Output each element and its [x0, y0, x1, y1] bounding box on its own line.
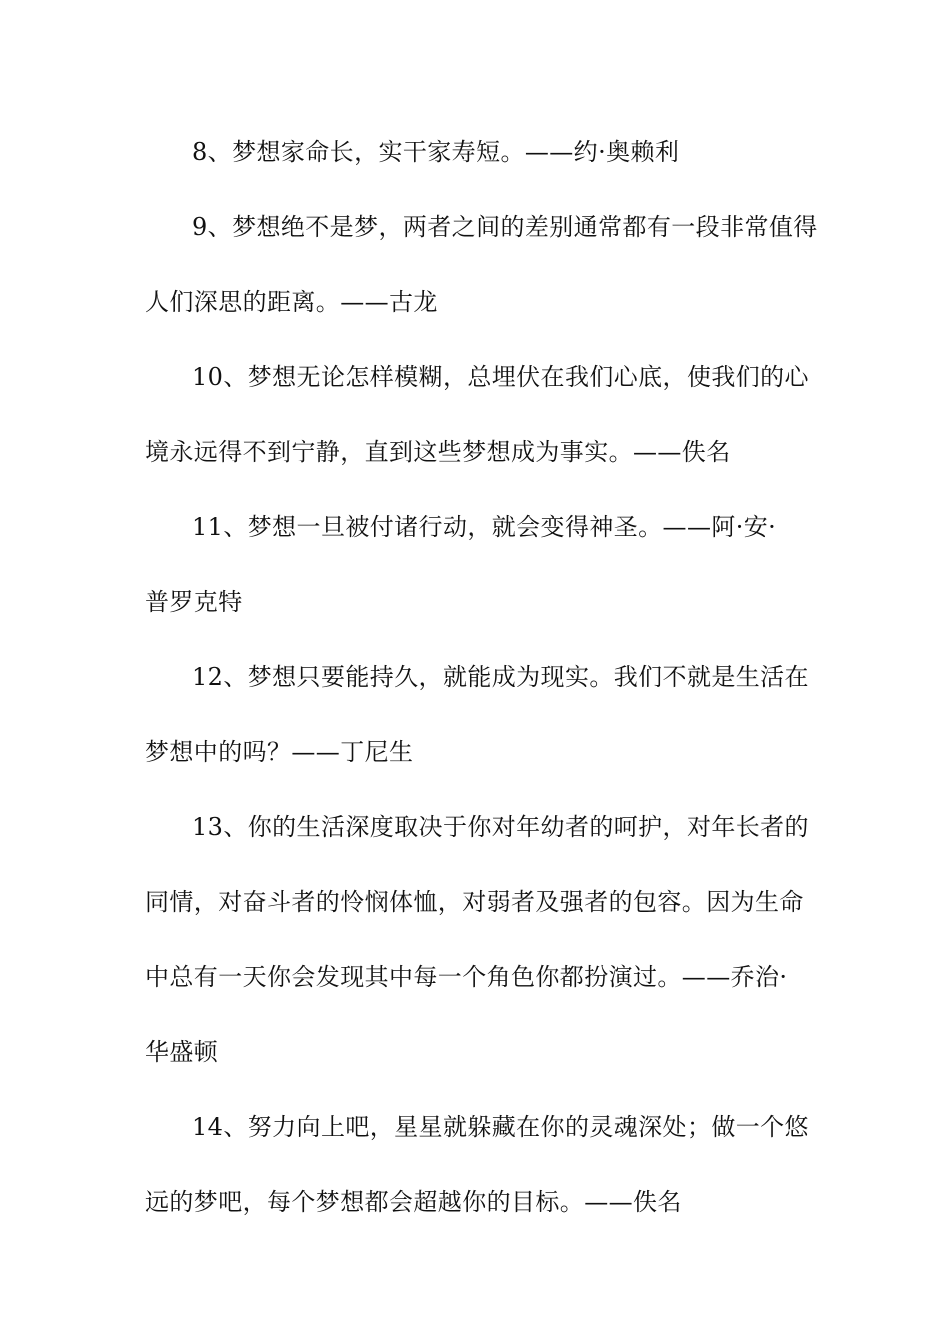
- quote-10-line-2: 境永远得不到宁静，直到这些梦想成为事实。——佚名: [145, 438, 731, 466]
- quote-13-line-2: 同情，对奋斗者的怜悯体恤，对弱者及强者的包容。因为生命: [145, 888, 804, 916]
- quote-10-line-1: 10、梦想无论怎样模糊，总埋伏在我们心底，使我们的心: [192, 363, 809, 391]
- quote-11-line-1: 11、梦想一旦被付诸行动，就会变得神圣。——阿·安·: [192, 513, 777, 541]
- quote-14-line-1: 14、努力向上吧，星星就躲藏在你的灵魂深处；做一个悠: [192, 1113, 809, 1141]
- quote-13-line-1: 13、你的生活深度取决于你对年幼者的呵护，对年长者的: [192, 813, 809, 841]
- quote-9-line-1: 9、梦想绝不是梦，两者之间的差别通常都有一段非常值得: [192, 213, 818, 241]
- quote-11-line-2: 普罗克特: [145, 588, 243, 616]
- quote-9-line-2: 人们深思的距离。——古龙: [145, 288, 438, 316]
- quote-14-line-2: 远的梦吧，每个梦想都会超越你的目标。——佚名: [145, 1188, 682, 1216]
- quote-13-line-3: 中总有一天你会发现其中每一个角色你都扮演过。——乔治·: [145, 963, 788, 991]
- quote-13-line-4: 华盛顿: [145, 1038, 219, 1066]
- quote-12-line-2: 梦想中的吗？——丁尼生: [145, 738, 414, 766]
- quote-12-line-1: 12、梦想只要能持久，就能成为现实。我们不就是生活在: [192, 663, 809, 691]
- quote-8-line-1: 8、梦想家命长，实干家寿短。——约·奥赖利: [192, 138, 680, 166]
